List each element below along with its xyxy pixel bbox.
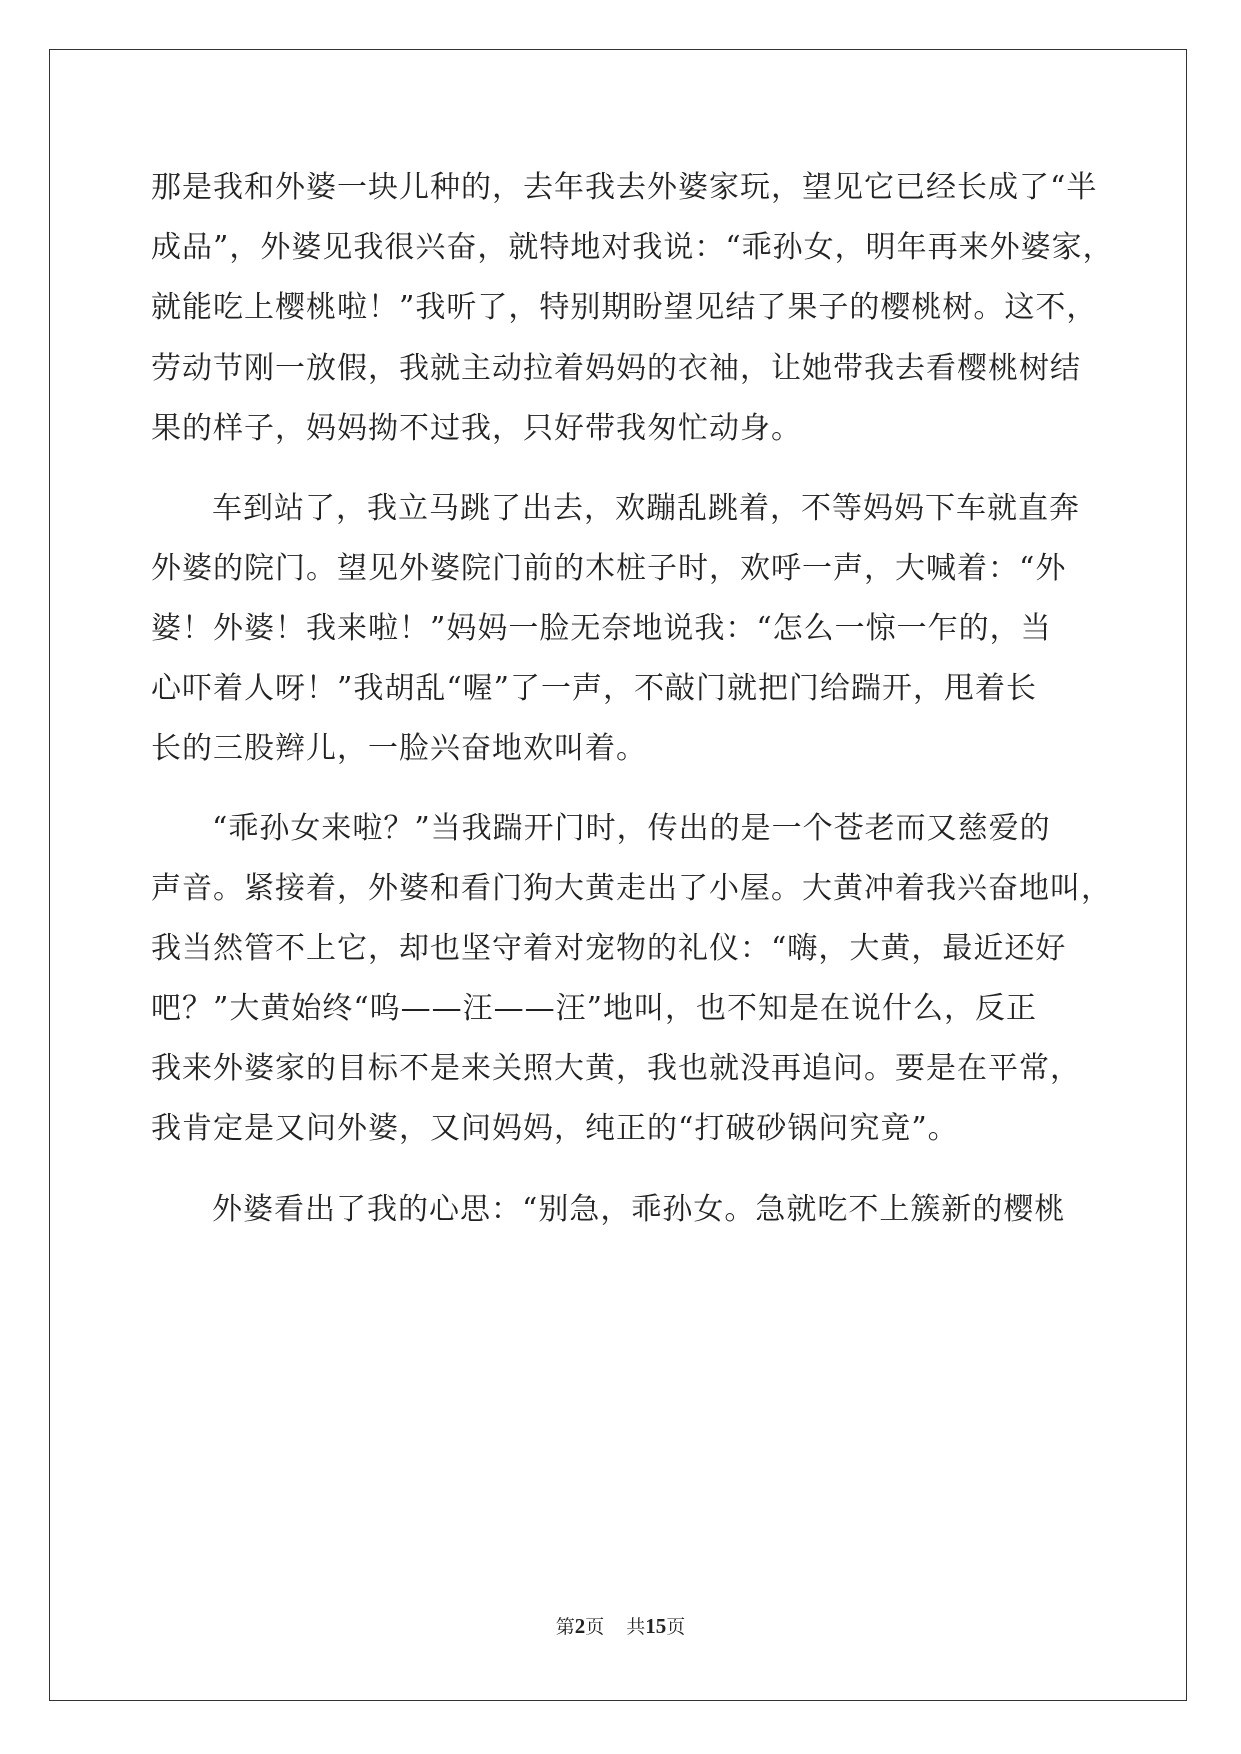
text-line: 那是我和外婆一块儿种的，去年我去外婆家玩，望见它已经长成了“半: [151, 170, 1098, 205]
text-line: 长的三股辫儿，一脸兴奋地欢叫着。: [151, 731, 647, 766]
text-line: 心吓着人呀！”我胡乱“喔”了一声，不敲门就把门给踹开，甩着长: [151, 671, 1038, 706]
text-line: 婆！外婆！我来啦！”妈妈一脸无奈地说我：“怎么一惊一乍的，当: [151, 611, 1052, 646]
text-line: 吧？”大黄始终“呜——汪——汪”地叫，也不知是在说什么，反正: [151, 991, 1038, 1026]
text-line: 劳动节刚一放假，我就主动拉着妈妈的衣袖，让她带我去看樱桃树结: [151, 351, 1081, 386]
page-number: 2: [574, 1614, 586, 1638]
text-line: 成品”，外婆见我很兴奋，就特地对我说：“乖孙女，明年再来外婆家，: [151, 230, 1114, 265]
text-line: 声音。紧接着，外婆和看门狗大黄走出了小屋。大黄冲着我兴奋地叫，: [151, 871, 1112, 906]
text-line: 外婆的院门。望见外婆院门前的木桩子时，欢呼一声，大喊着：“外: [151, 551, 1067, 586]
text-line: 我当然管不上它，却也坚守着对宠物的礼仪：“嗨，大黄，最近还好: [151, 931, 1067, 966]
text-line: 外婆看出了我的心思：“别急，乖孙女。急就吃不上簇新的樱桃: [212, 1192, 1066, 1227]
text-line: 果的样子，妈妈拗不过我，只好带我匆忙动身。: [151, 411, 802, 446]
text-line: 就能吃上樱桃啦！”我听了，特别期盼望见结了果子的樱桃树。这不，: [151, 290, 1098, 325]
total-suffix: 页: [666, 1616, 686, 1638]
text-line: “乖孙女来啦？”当我踹开门时，传出的是一个苍老而又慈爱的: [212, 811, 1051, 846]
total-prefix: 共: [626, 1616, 646, 1638]
page-suffix: 页: [585, 1616, 605, 1638]
text-line: 车到站了，我立马跳了出去，欢蹦乱跳着，不等妈妈下车就直奔: [212, 491, 1080, 526]
text-line: 我来外婆家的目标不是来关照大黄，我也就没再追问。要是在平常，: [151, 1051, 1081, 1086]
total-pages: 15: [645, 1614, 667, 1638]
text-line: 我肯定是又问外婆，又问妈妈，纯正的“打破砂锅问究竟”。: [151, 1111, 959, 1146]
page-prefix: 第: [555, 1616, 575, 1638]
page-footer: [0, 1612, 1241, 1639]
